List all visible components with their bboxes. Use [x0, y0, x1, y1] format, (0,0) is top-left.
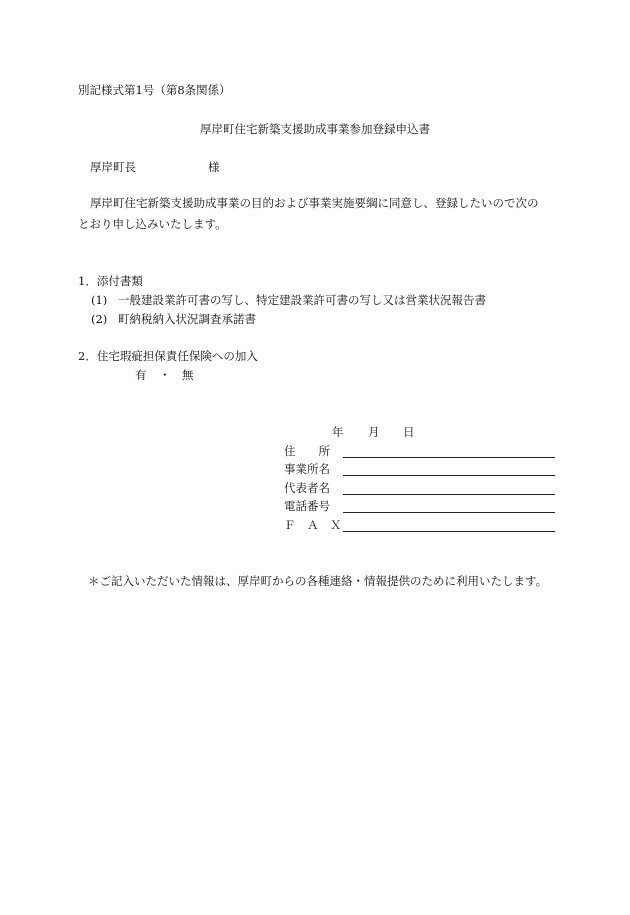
addressee: 厚岸町長 [90, 160, 136, 174]
body-text-line-2: とおり申し込みいたします。 [78, 217, 227, 231]
office-name-label: 事業所名 [284, 462, 330, 476]
representative-label: 代表者名 [284, 481, 330, 495]
insurance-option-separator: ・ [159, 368, 171, 382]
address-label: 住 所 [284, 444, 330, 458]
phone-field[interactable] [343, 512, 555, 513]
date-day-label: 日 [403, 425, 415, 439]
section-insurance-heading: 2．住宅瑕疵担保責任保険への加入 [78, 349, 258, 363]
document-title: 厚岸町住宅新築支援助成事業参加登録申込書 [200, 122, 430, 136]
section-attachments-heading: 1．添付書類 [78, 274, 143, 288]
attachment-item-text: 一般建設業許可書の写し、特定建設業許可書の写し又は営業状況報告書 [118, 293, 486, 307]
insurance-option-yes[interactable]: 有 [135, 368, 147, 382]
body-text-line-1: 厚岸町住宅新築支援助成事業の目的および事業実施要綱に同意し、登録したいので次の [90, 196, 539, 210]
fax-label: Ｆ Ａ Ｘ [284, 518, 342, 532]
date-month-label: 月 [368, 425, 380, 439]
privacy-note: ＊ご記入いただいた情報は、厚岸町からの各種連絡・情報提供のために利用いたします。 [88, 574, 548, 588]
attachment-item-number: (1) [91, 293, 108, 307]
phone-label: 電話番号 [284, 499, 330, 513]
fax-field[interactable] [343, 531, 555, 532]
attachment-item-text: 町納税納入状況調査承諾書 [118, 312, 256, 326]
date-year-label: 年 [332, 425, 344, 439]
insurance-option-no[interactable]: 無 [182, 368, 194, 382]
form-id: 別記様式第1号（第8条関係） [78, 83, 231, 97]
office-name-field[interactable] [343, 475, 555, 476]
representative-field[interactable] [343, 494, 555, 495]
addressee-honorific: 様 [208, 160, 220, 174]
address-field[interactable] [343, 457, 555, 458]
attachment-item-number: (2) [91, 312, 108, 326]
